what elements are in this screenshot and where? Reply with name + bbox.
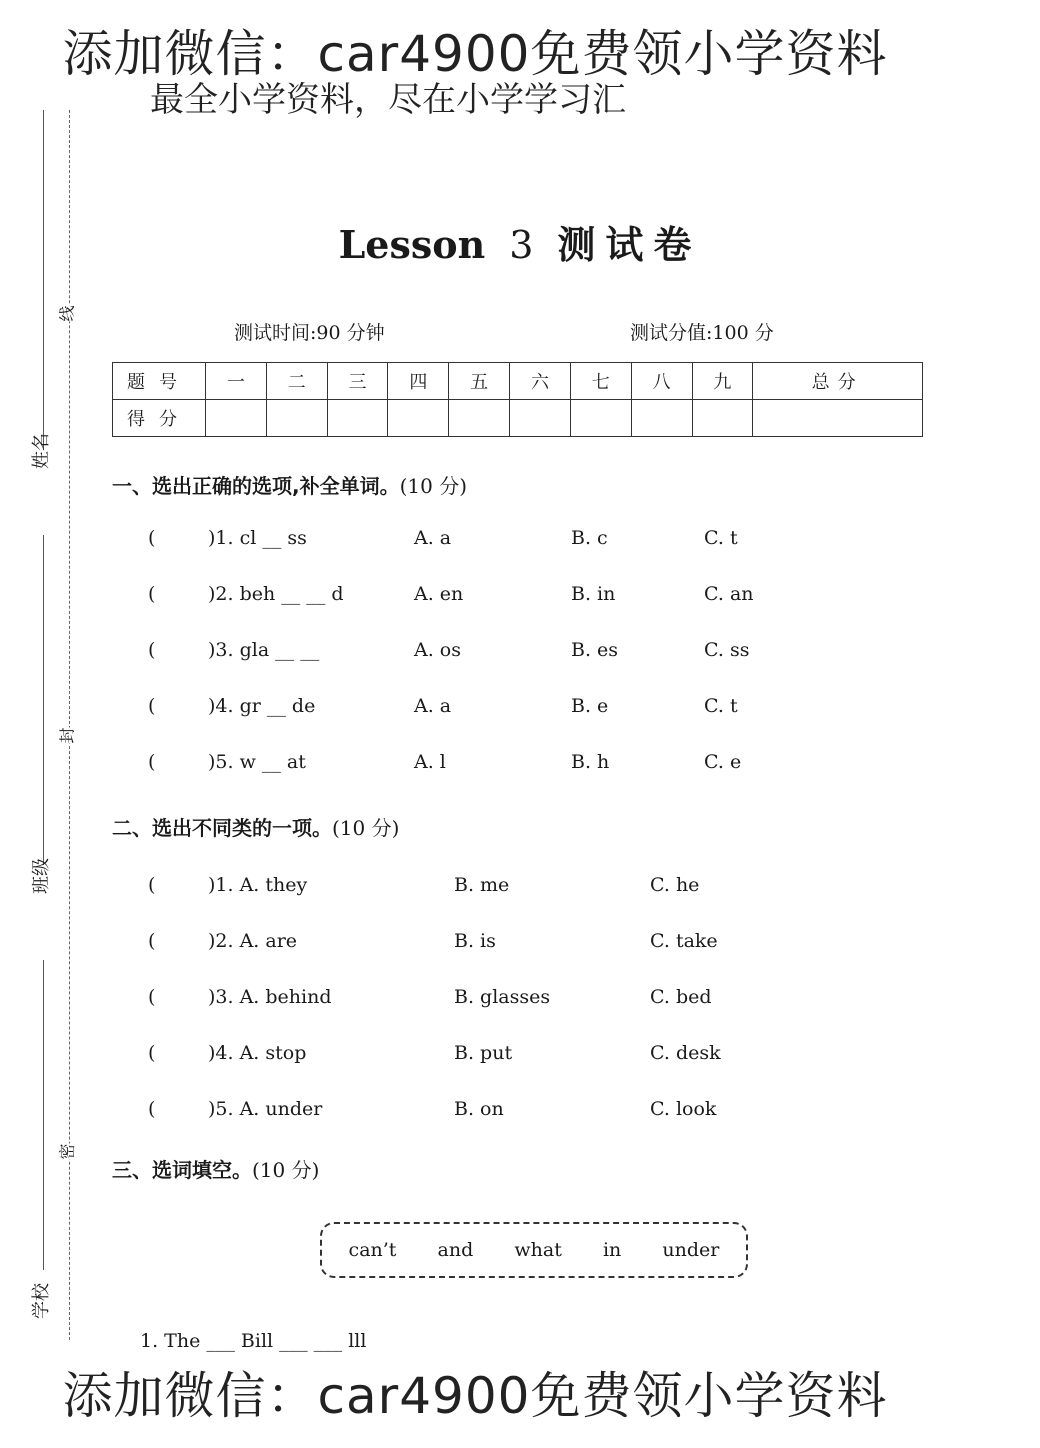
score-cell	[631, 400, 692, 437]
score-col-6: 六	[510, 363, 571, 400]
score-col-1: 一	[206, 363, 267, 400]
section3-heading	[112, 1154, 319, 1183]
s1-q4-stem: )4. gr __ de	[208, 695, 316, 717]
s2-q4-b: B. put	[454, 1042, 513, 1064]
score-cell	[570, 400, 631, 437]
word-bank-item: what	[514, 1239, 562, 1261]
clipped-question-line: 1. The ___ Bill ___ ___ lll	[140, 1330, 367, 1352]
score-col-5: 五	[449, 363, 510, 400]
title-number: 3	[509, 223, 534, 267]
watermark-banner-top: 添加微信：car4900免费领小学资料	[62, 25, 888, 83]
score-table-row-label: 得分	[113, 400, 206, 437]
s2-q5-paren: (	[148, 1098, 156, 1120]
s2-q3-b: B. glasses	[454, 986, 551, 1008]
section3-points: (10 分)	[252, 1158, 320, 1182]
s2-q5-b: B. on	[454, 1098, 504, 1120]
class-blank-line	[43, 535, 44, 865]
s1-q4-c: C. t	[704, 695, 738, 717]
s1-q1-paren: (	[148, 527, 156, 549]
s2-q2-stem: )2. A. are	[208, 930, 298, 952]
s2-q5-stem: )5. A. under	[208, 1098, 323, 1120]
section2-points: (10 分)	[332, 816, 400, 840]
s1-q2-stem: )2. beh __ __ d	[208, 583, 344, 605]
name-label: 姓名	[31, 433, 52, 469]
s2-q2-b: B. is	[454, 930, 496, 952]
word-bank-box	[320, 1222, 748, 1278]
score-col-3: 三	[327, 363, 388, 400]
s1-q2-c: C. an	[704, 583, 754, 605]
score-cell	[692, 400, 753, 437]
s1-q3-b: B. es	[571, 639, 619, 661]
s2-q2-paren: (	[148, 930, 156, 952]
word-bank-item: under	[662, 1239, 720, 1261]
s1-q3-stem: )3. gla __ __	[208, 639, 320, 661]
s2-q3-c: C. bed	[650, 986, 712, 1008]
title-zh: 测试卷	[557, 223, 702, 267]
s1-q5-b: B. h	[571, 751, 610, 773]
score-col-2: 二	[266, 363, 327, 400]
score-cell	[388, 400, 449, 437]
word-bank-item: and	[437, 1239, 474, 1261]
page-title	[0, 214, 1040, 269]
section1-title: 一、选出正确的选项,补全单词。	[112, 474, 400, 498]
s2-q1-c: C. he	[650, 874, 700, 896]
s1-q4-a: A. a	[414, 695, 452, 717]
s2-q1-paren: (	[148, 874, 156, 896]
s1-q4-b: B. e	[571, 695, 609, 717]
score-cell	[206, 400, 267, 437]
score-col-7: 七	[570, 363, 631, 400]
score-col-total: 总分	[753, 363, 923, 400]
s2-q1-b: B. me	[454, 874, 510, 896]
word-bank-item: in	[602, 1239, 622, 1261]
s1-q2-a: A. en	[414, 583, 464, 605]
school-blank-line	[43, 960, 44, 1270]
s1-q5-a: A. l	[414, 751, 446, 773]
s2-q3-stem: )3. A. behind	[208, 986, 332, 1008]
s1-q2-b: B. in	[571, 583, 616, 605]
s2-q4-stem: )4. A. stop	[208, 1042, 307, 1064]
score-cell	[327, 400, 388, 437]
s2-q5-c: C. look	[650, 1098, 717, 1120]
s1-q2-paren: (	[148, 583, 156, 605]
score-table-header-label: 题号	[113, 363, 206, 400]
word-bank-item: can’t	[348, 1239, 397, 1261]
seal-char-secret: 密	[55, 1143, 78, 1159]
test-score: 测试分值:100 分	[630, 322, 774, 344]
test-time: 测试时间:90 分钟	[234, 322, 385, 344]
s2-q4-c: C. desk	[650, 1042, 721, 1064]
score-cell	[449, 400, 510, 437]
s2-q1-stem: )1. A. they	[208, 874, 308, 896]
s1-q3-a: A. os	[414, 639, 461, 661]
name-blank-line	[43, 110, 44, 450]
s1-q4-paren: (	[148, 695, 156, 717]
s1-q5-stem: )5. w __ at	[208, 751, 306, 773]
s1-q1-c: C. t	[704, 527, 738, 549]
title-lesson: Lesson	[338, 222, 486, 267]
clipped-header-text: 最全小学资料，尽在小学学习汇	[150, 80, 626, 120]
school-label: 学校	[31, 1283, 52, 1319]
section1-points: (10 分)	[399, 474, 468, 498]
section3-title: 三、选词填空。	[112, 1158, 252, 1182]
score-col-8: 八	[631, 363, 692, 400]
s1-q5-c: C. e	[704, 751, 742, 773]
seal-char-seal: 封	[55, 727, 78, 743]
s1-q1-stem: )1. cl __ ss	[208, 527, 307, 549]
score-cell	[753, 400, 923, 437]
s1-q1-a: A. a	[414, 527, 452, 549]
s2-q2-c: C. take	[650, 930, 718, 952]
s1-q3-c: C. ss	[704, 639, 750, 661]
watermark-banner-bottom: 添加微信：car4900免费领小学资料	[62, 1367, 888, 1425]
class-label: 班级	[31, 858, 52, 894]
score-col-4: 四	[388, 363, 449, 400]
s1-q5-paren: (	[148, 751, 156, 773]
score-cell	[266, 400, 327, 437]
section1-heading	[112, 470, 467, 499]
s2-q3-paren: (	[148, 986, 156, 1008]
score-table-header-row	[113, 363, 923, 400]
s1-q1-b: B. c	[571, 527, 608, 549]
s2-q4-paren: (	[148, 1042, 156, 1064]
section2-title: 二、选出不同类的一项。	[112, 816, 332, 840]
score-table-score-row	[113, 400, 923, 437]
section2-heading	[112, 812, 399, 841]
score-col-9: 九	[692, 363, 753, 400]
score-table	[112, 362, 923, 437]
s1-q3-paren: (	[148, 639, 156, 661]
score-cell	[510, 400, 571, 437]
seal-char-line: 线	[55, 305, 78, 321]
